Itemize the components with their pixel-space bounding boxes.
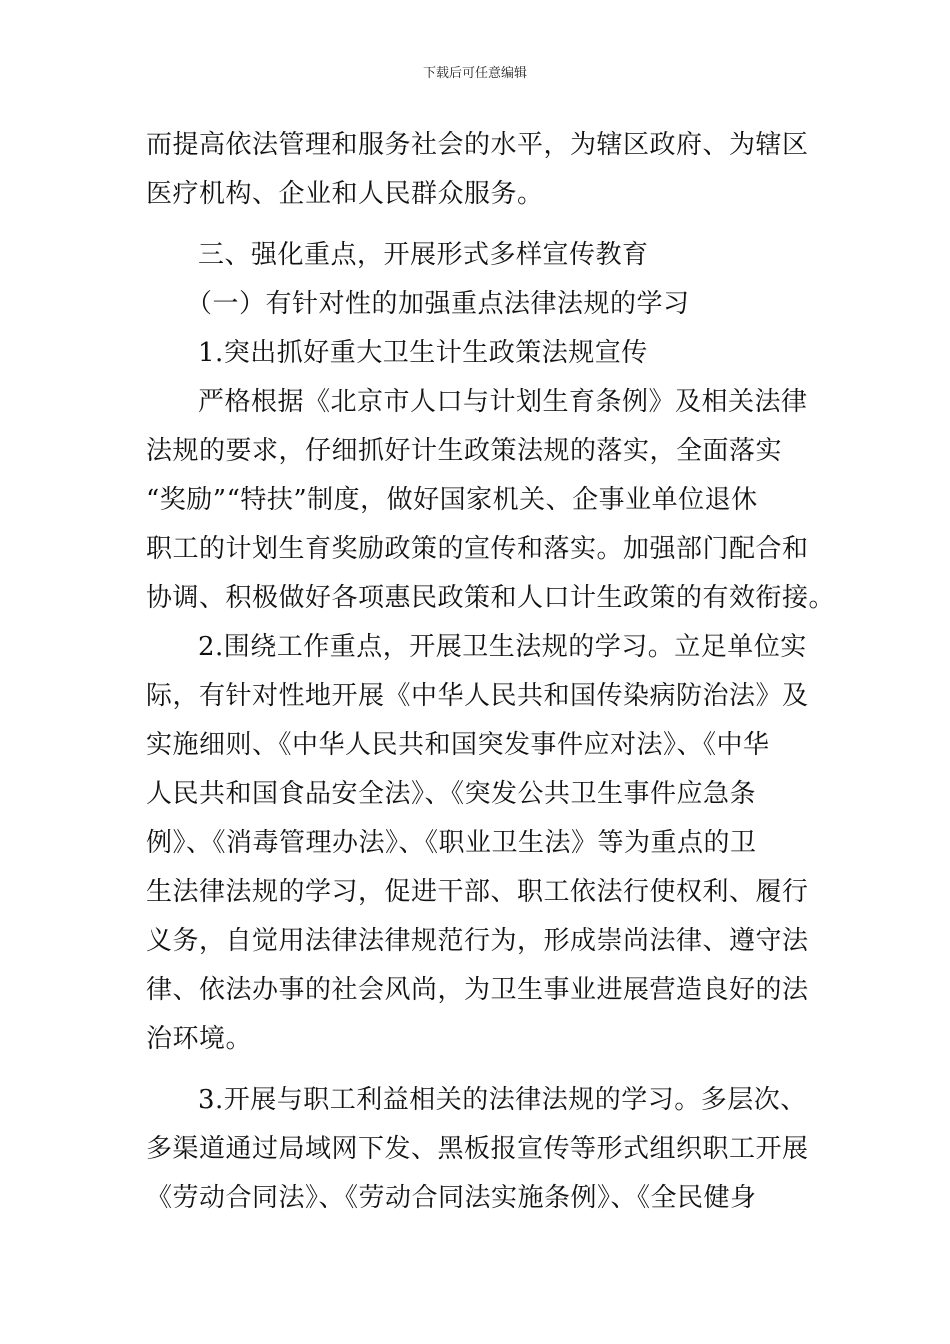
subsection-heading: （一）有针对性的加强重点法律法规的学习 <box>186 289 690 319</box>
body-line: 2.围绕工作重点，开展卫生法规的学习。立足单位实 <box>198 632 807 662</box>
body-line: 而提高依法管理和服务社会的水平，为辖区政府、为辖区 <box>146 130 809 160</box>
document-body <box>146 121 836 1223</box>
body-line: 生法律法规的学习，促进干部、职工依法行使权利、履行 <box>146 877 809 907</box>
header-note: 下载后可任意编辑 <box>422 66 527 81</box>
body-line: 治环境。 <box>146 1024 253 1054</box>
body-line: 职工的计划生育奖励政策的宣传和落实。加强部门配合和 <box>146 534 809 564</box>
body-line: 法规的要求，仔细抓好计生政策法规的落实，全面落实 <box>146 436 783 466</box>
body-line: 人民共和国食品安全法》、《突发公共卫生事件应急条 <box>146 779 757 809</box>
body-line: 例》、《消毒管理办法》、《职业卫生法》等为重点的卫 <box>146 828 757 858</box>
body-line: “奖励”“特扶”制度，做好国家机关、企事业单位退休 <box>146 485 758 515</box>
section-heading: 三、强化重点，开展形式多样宣传教育 <box>198 240 649 270</box>
body-line: 律、依法办事的社会风尚，为卫生事业进展营造良好的法 <box>146 975 809 1005</box>
item-heading: 1.突出抓好重大卫生计生政策法规宣传 <box>198 338 648 368</box>
body-line: 3.开展与职工利益相关的法律法规的学习。多层次、 <box>198 1085 807 1115</box>
body-line: 义务，自觉用法律法律规范行为，形成崇尚法律、遵守法 <box>146 926 809 956</box>
body-line: 医疗机构、企业和人民群众服务。 <box>146 179 544 209</box>
body-line: 际，有针对性地开展《中华人民共和国传染病防治法》及 <box>146 681 809 711</box>
body-line: 协调、积极做好各项惠民政策和人口计生政策的有效衔接。 <box>146 583 836 613</box>
body-line: 多渠道通过局域网下发、黑板报宣传等形式组织职工开展 <box>146 1134 809 1164</box>
body-line: 《劳动合同法》、《劳动合同法实施条例》、《全民健身 <box>146 1183 757 1213</box>
body-line: 严格根据《北京市人口与计划生育条例》及相关法律 <box>198 387 808 417</box>
body-line: 实施细则、《中华人民共和国突发事件应对法》、《中华 <box>146 730 770 760</box>
